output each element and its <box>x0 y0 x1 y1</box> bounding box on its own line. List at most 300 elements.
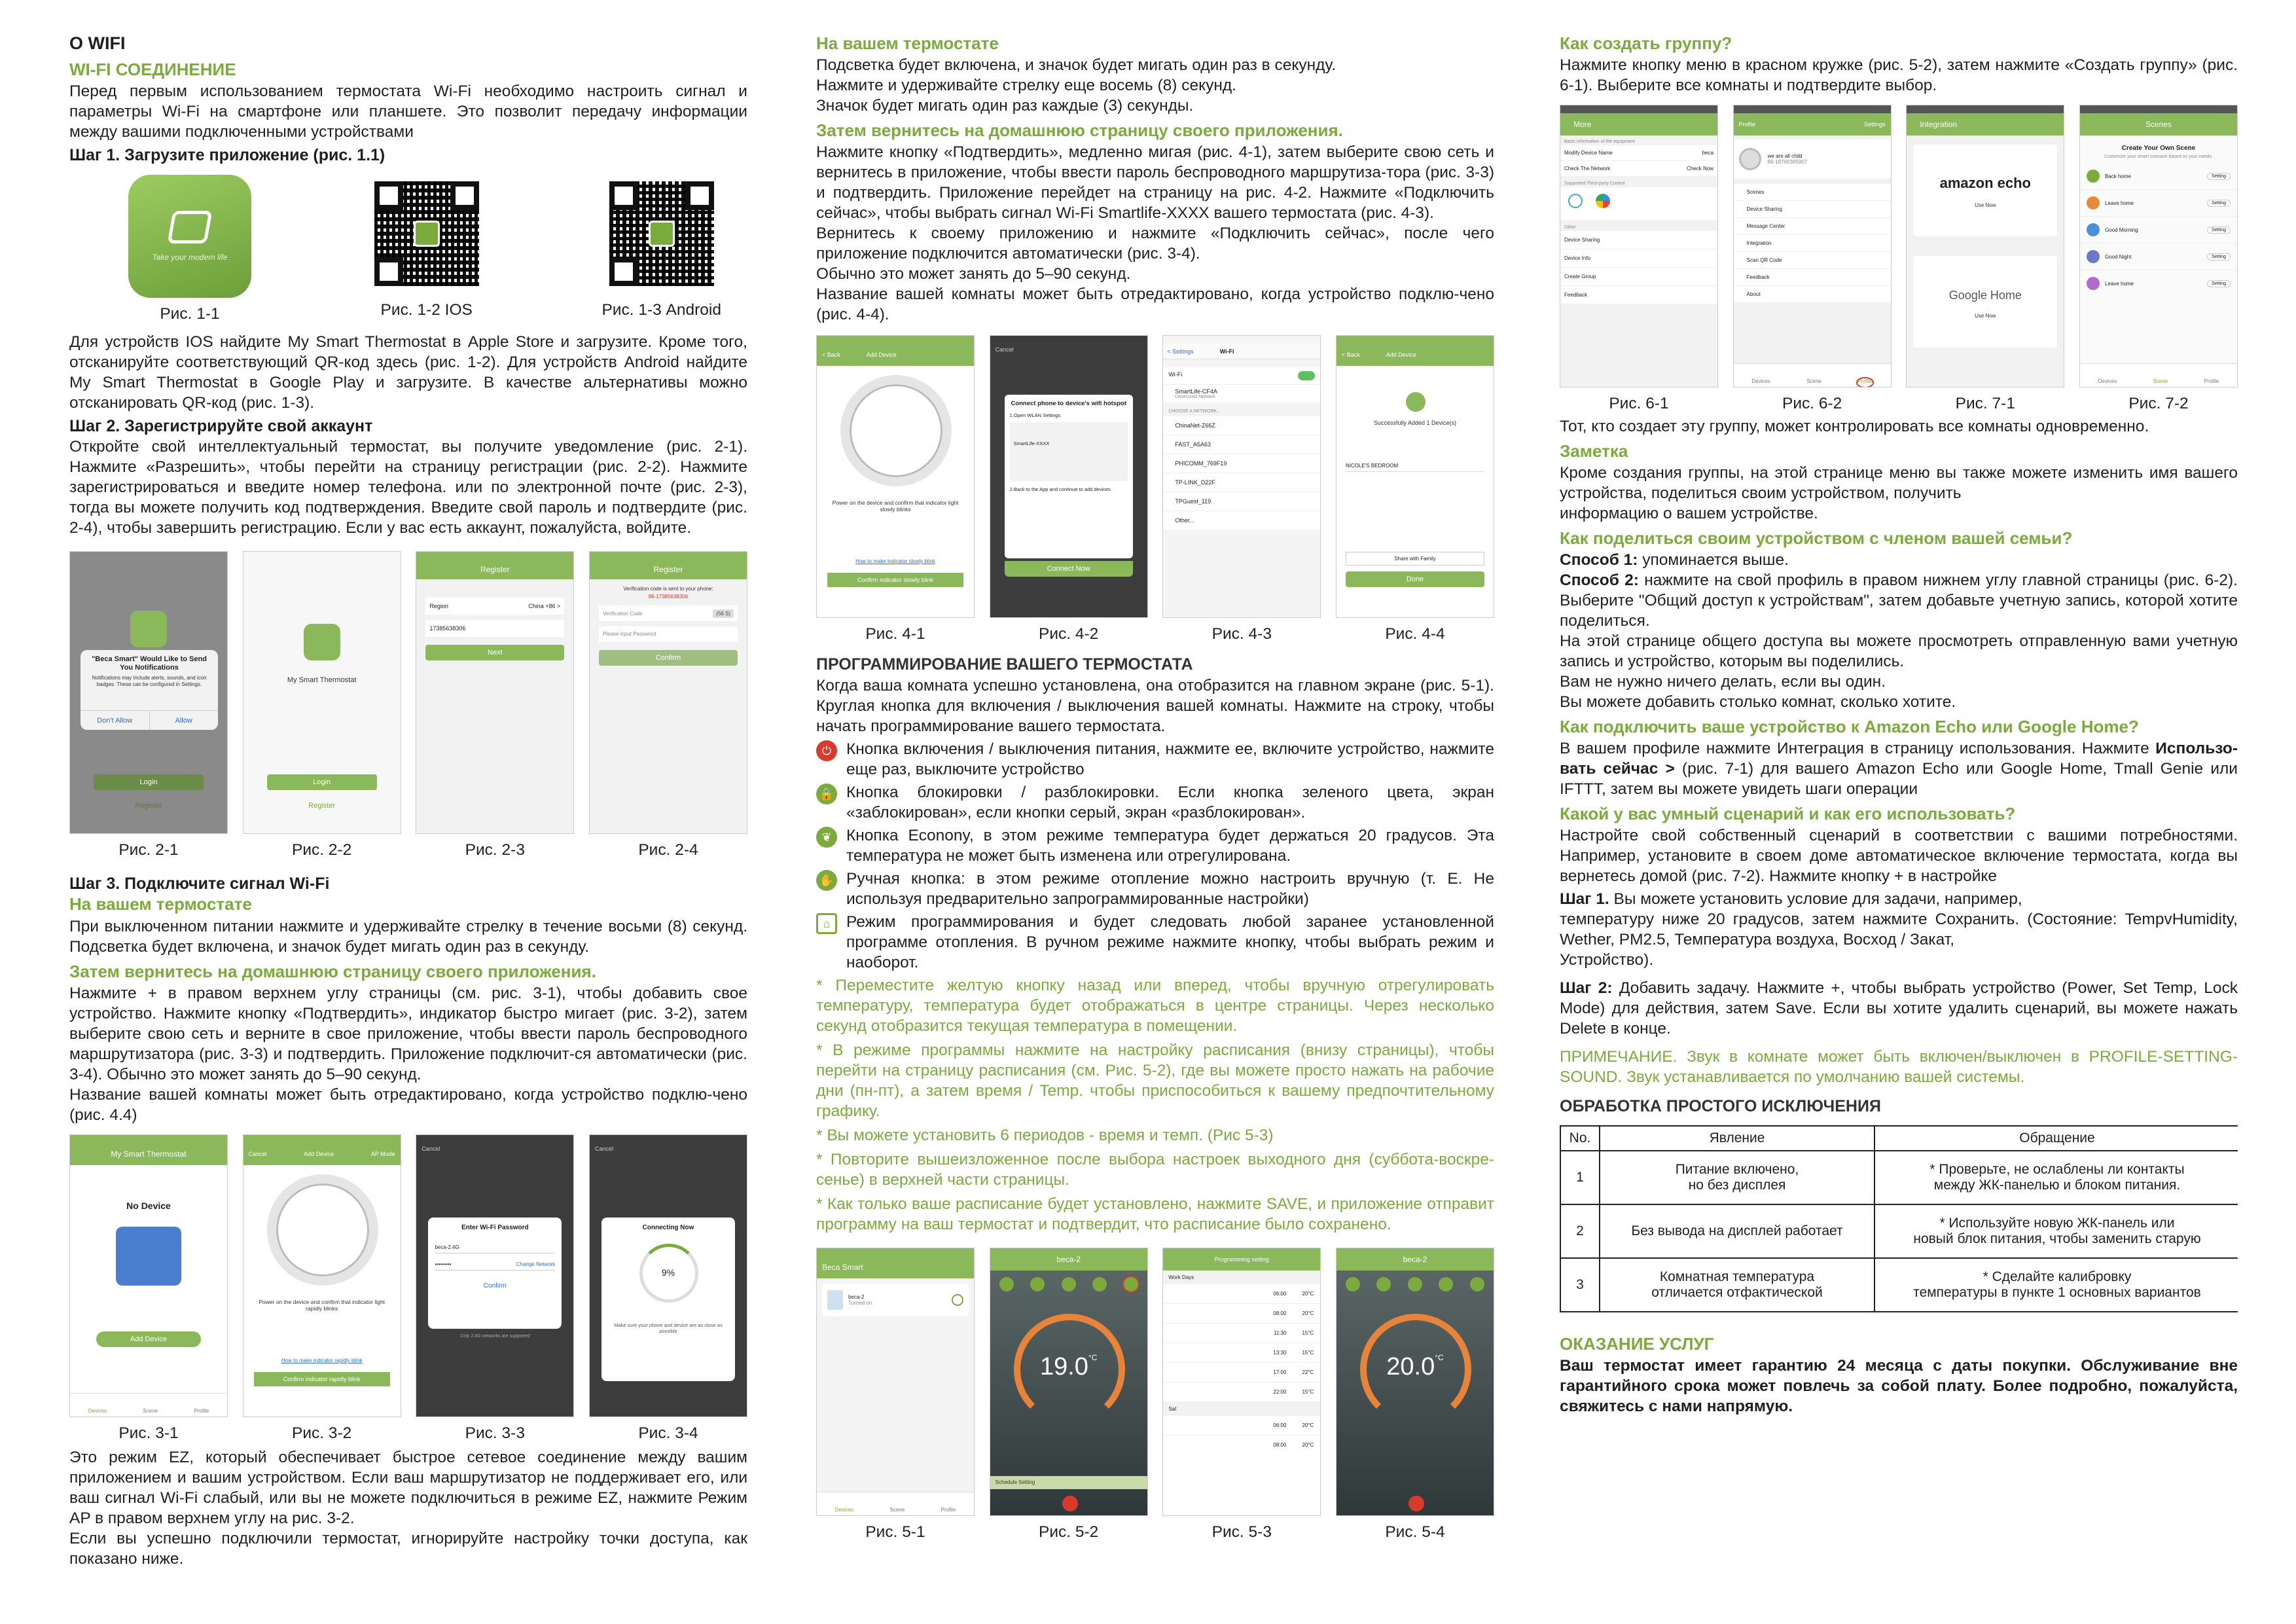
scene-setting-button[interactable]: Setting <box>2207 280 2231 287</box>
para-return: Вернитесь к своему приложению и нажмите «Подключить сейчас», после чего приложение подключится автоматически (рис. 3-4). Обычно это может занять до 5–90 секунд. <box>816 225 1494 283</box>
caption: Рис. 1-1 <box>160 305 220 323</box>
screen-notification <box>69 551 228 834</box>
confirm-rapid-blink-button[interactable]: Confirm indicator rapidly blink <box>254 1372 390 1386</box>
button-desc-text: Кнопка включения / выключения питания, нажмите ее, включите устройство, нажмите еще раз, выключите устройство <box>846 740 1494 778</box>
menu-device-sharing[interactable]: Device Sharing <box>1560 231 1717 249</box>
caption: Рис. 7-1 <box>1955 395 2015 412</box>
note-1: * Переместите желтую кнопку назад или вперед, чтобы вручную отрегулировать температуру, температура будет отображаться в центре страницы. Через несколько секунд отобразится текущая температура в помещении. <box>816 977 1494 1035</box>
group-heading: Как создать группу? <box>1560 33 1732 53</box>
figure-row-4 <box>816 335 1494 644</box>
avatar[interactable] <box>1739 148 1761 170</box>
power-icon: ⏻ <box>816 740 837 761</box>
scene-setting-button[interactable]: Setting <box>2207 253 2231 261</box>
hand-icon[interactable] <box>1439 1277 1453 1291</box>
nav-devices[interactable]: Devices <box>1751 378 1770 384</box>
button-desc-text: Кнопка Econony, в этом режиме температура будет держаться 20 градусов. Эта температура не может быть изменена или отрегулирована. <box>846 827 1494 865</box>
profile-item-sharing[interactable]: Device Sharing <box>1734 201 1891 218</box>
hotspot-dialog <box>1005 395 1133 558</box>
screen-connect-hotspot <box>990 335 1148 618</box>
share-family-button[interactable]: Share with Family <box>1346 552 1484 566</box>
wifi-label: Wi-Fi <box>1168 371 1183 378</box>
leaf-icon: ❦ <box>816 827 837 848</box>
only-24g-note: Only 2.4G networks are supported <box>460 1334 530 1339</box>
next-button[interactable]: Next <box>425 645 564 660</box>
table-row <box>1560 1258 2238 1312</box>
on-thermostat-heading: На вашем термостате <box>816 33 999 53</box>
phone-field[interactable]: 17385638306 <box>425 620 564 637</box>
power-toggle[interactable] <box>952 1294 963 1306</box>
menu-create-group[interactable]: Create Group <box>1560 268 1717 286</box>
column-3 <box>1560 31 2238 1609</box>
fig-7-1 <box>1906 105 2064 414</box>
fig-2-1 <box>69 551 228 860</box>
period-temp: 22°C <box>1302 1369 1314 1375</box>
qr-code-android <box>609 181 714 286</box>
schedule-row[interactable] <box>1163 1435 1320 1454</box>
power-icon[interactable] <box>1062 1496 1078 1511</box>
thermostat-device-image <box>840 375 952 486</box>
para-register: Откройте свой интеллектуальный термостат, вы получите уведомление (рис. 2-1). Нажмите «Разрешить», чтобы перейти на страницу регистрации (рис. 2-2). Нажмите зарегистрироваться и введите номер телефона. или по электронной почте (рис. 2-3), тогда вы можете получить код подтверждения. Введите свой пароль и подтвердите (рис. 2-4), чтобы завершить регистрацию. Если у вас есть аккаунт, пожалуйста, войдите. <box>69 438 747 537</box>
button-desc-manual <box>816 869 1494 909</box>
exception-table <box>1560 1125 2238 1312</box>
table-cell: * Используйте новую ЖК-панель или новый блок питания, чтобы заменить старую <box>1874 1204 2238 1258</box>
scene-heading: Какой у вас умный сценарий и как его использовать? <box>1560 804 2016 823</box>
slow-blink-link[interactable]: How to make indicator slowly blink <box>855 558 935 564</box>
nav-scene[interactable]: Scene <box>2153 378 2168 384</box>
caption: Рис. 3-3 <box>465 1424 525 1442</box>
fig-5-1 <box>816 1248 975 1542</box>
network-item[interactable]: TP-LINK_D22F <box>1163 473 1320 492</box>
schedule-row[interactable] <box>1163 1343 1320 1363</box>
more-title: More <box>1560 113 1717 135</box>
fig-5-4 <box>1336 1248 1494 1542</box>
scene-name[interactable]: Leave home <box>2104 200 2134 206</box>
dont-allow-button[interactable]: Don't Allow <box>81 711 150 730</box>
screen-thermostat-control <box>990 1248 1148 1516</box>
fig-6-2 <box>1733 105 1892 414</box>
menu-device-info[interactable]: Device Info <box>1560 249 1717 268</box>
settings-link[interactable]: Settings <box>1864 121 1886 128</box>
table-cell: Без вывода на дисплей работает <box>1600 1204 1874 1258</box>
nav-profile[interactable]: Profile <box>941 1507 956 1513</box>
other-label: Other <box>1564 225 1576 230</box>
network-item[interactable]: PHICOMM_769F19 <box>1163 454 1320 473</box>
fig-3-1 <box>69 1134 228 1443</box>
google-assistant-icon[interactable] <box>1596 194 1610 208</box>
rapid-blink-link[interactable]: How to make indicator rapidly blink <box>281 1358 363 1363</box>
table-row <box>1560 1151 2238 1204</box>
settings-back-link[interactable]: < Settings <box>1167 348 1194 355</box>
fig-1-2 <box>374 175 479 324</box>
change-network-link[interactable]: Change Network <box>516 1261 556 1267</box>
nav-scene[interactable]: Scene <box>143 1408 158 1414</box>
scene-name[interactable]: Back home <box>2104 173 2131 179</box>
back-icon[interactable] <box>1346 1277 1360 1291</box>
screen-verification <box>589 551 747 834</box>
hotspot-name: SmartLife-XXXX <box>1013 441 1050 446</box>
cancel-link[interactable]: Cancel <box>422 1146 440 1152</box>
schedule-row[interactable] <box>1163 1284 1320 1304</box>
column-1 <box>69 31 747 1609</box>
group-text: Нажмите кнопку меню в красном кружке (рис. 5-2), затем нажмите «Создать группу» (рис. 6-1). Выберите все комнаты и подтвердите выбор. <box>1560 56 2238 94</box>
profile-item-messages[interactable]: Message Center <box>1734 218 1891 235</box>
period-time: 06:00 <box>1273 1291 1287 1297</box>
fig-2-2 <box>243 551 401 860</box>
caption: Рис. 2-1 <box>118 841 179 859</box>
scene-name[interactable]: Good Night <box>2104 253 2132 260</box>
step3-heading: Шаг 3. Подключите сигнал Wi-Fi <box>69 875 330 893</box>
hand-icon[interactable] <box>1092 1277 1107 1291</box>
return-home-heading: Затем вернитесь на домашнюю страницу своего приложения. <box>69 962 596 981</box>
period-time: 06:00 <box>1273 1422 1287 1428</box>
basic-info-label: Basic information of the equipment <box>1564 139 1635 144</box>
nav-devices[interactable]: Devices <box>834 1507 854 1513</box>
check-network-item[interactable]: Check The Network <box>1564 166 1611 171</box>
region-value[interactable]: China +86 > <box>528 603 561 609</box>
echo-text-b: (рис. 7-1) для вашего Amazon Echo или Google Home, Tmall Genie или IFTTT, затем вы можете увидеть шаги операции <box>1560 760 2238 798</box>
screen-thermostat-control-2 <box>1336 1248 1494 1516</box>
period-time: 08:00 <box>1273 1310 1287 1316</box>
screen-register <box>416 551 574 834</box>
integration-title: Integration <box>1907 113 2064 135</box>
fig-4-4 <box>1336 335 1494 644</box>
notification-alert <box>81 650 218 730</box>
screen-title: Add Device <box>304 1151 334 1157</box>
echo-text <box>1560 738 2238 799</box>
slow-blink-instructions: Power on the device and confirm that indicator light slowly blinks <box>832 499 959 513</box>
caption: Рис. 3-2 <box>292 1424 352 1442</box>
scene-name[interactable]: Leave home <box>2104 280 2134 287</box>
step-1-text: Вы можете установить условие для задачи, например, температуру ниже 20 градусов, затем нажмите Сохранить. (Состояние: TempvHumidity, Wether, PM2.5, Температура воздуха, Восход / Закат, Устройство). <box>1560 890 2238 969</box>
screen-no-device <box>69 1134 228 1417</box>
profile-item-about[interactable]: About <box>1746 291 1761 297</box>
table-cell: * Проверьте, не ослаблены ли контакты между ЖК-панелью и блоком питания. <box>1874 1151 2238 1204</box>
create-scene-title: Create Your Own Scene <box>2121 145 2196 152</box>
login-button[interactable]: Login <box>267 774 377 790</box>
button-desc-text: Режим программирования и будет следовать любой заранее установленной программе отопления. В ручном режиме нажмите кнопку, чтобы выбрать режим и наоборот. <box>846 913 1494 971</box>
table-cell: 3 <box>1560 1258 1600 1312</box>
use-now-button[interactable]: Use Now <box>1975 202 1996 208</box>
profile-item-scan[interactable]: Scan QR Code <box>1734 252 1891 269</box>
caption: Рис. 4-2 <box>1039 625 1099 643</box>
connected-network[interactable]: SmartLife-CF4A <box>1175 388 1217 395</box>
network-item[interactable]: FAST_A5A63 <box>1163 435 1320 454</box>
home-title: My Smart Thermostat <box>70 1143 227 1165</box>
programming-intro: Когда ваша комната успешно установлена, она отобразится на главном экране (рис. 5-1). Круглая кнопка для включения / выключения вашей комнаты. Нажмите на строку, чтобы начать программирование вашего термостата. <box>816 677 1494 735</box>
back-app-step: 2.Back to the App and continue to add devices <box>1009 486 1111 492</box>
leaf-icon[interactable] <box>1408 1277 1422 1291</box>
cancel-link[interactable]: Cancel <box>995 346 1014 353</box>
profile-item-feedback[interactable]: Feedback <box>1734 269 1891 286</box>
create-scene-subtitle: Customize your smart scenario based on your needs. <box>2104 154 2213 159</box>
table-header: Явление <box>1600 1126 1874 1151</box>
login-button[interactable]: Login <box>94 774 204 790</box>
way-2-text: нажмите на свой профиль в правом нижнем углу главной страницы (рис. 6-2). Выберите "Общий доступ к устройствам", затем добавьте учетную запись, которой хотите поделиться. <box>1560 571 2238 630</box>
screen-ap-slow-blink <box>816 335 975 618</box>
fig-6-1 <box>1560 105 1718 414</box>
echo-heading: Как подключить ваше устройство к Amazon Echo или Google Home? <box>1560 717 2139 736</box>
caption: Рис. 4-3 <box>1211 625 1272 643</box>
profile-title: Profile <box>1738 121 1756 128</box>
schedule-row[interactable] <box>1163 1324 1320 1343</box>
use-now-button[interactable]: Use Now <box>1975 313 1996 319</box>
caption: Рис. 3-1 <box>118 1424 179 1442</box>
way-1-text: упоминается выше. <box>1638 551 1789 569</box>
empty-illustration <box>116 1227 181 1286</box>
scene-name[interactable]: Good Morning <box>2104 226 2138 233</box>
period-time: 22:00 <box>1273 1389 1287 1395</box>
app-title: Beca Smart <box>817 1256 974 1278</box>
cancel-link[interactable]: Cancel <box>594 1146 613 1152</box>
button-desc-program <box>816 912 1494 973</box>
wifi-password-field[interactable]: ••••••••• <box>435 1261 452 1267</box>
connecting-title: Connecting Now <box>642 1224 694 1231</box>
on-thermostat-heading: На вашем термостате <box>69 894 252 914</box>
para-confirm: Нажмите кнопку «Подтвердить», медленно мигая (рис. 4-1), затем выберите свою сеть и вернитесь в приложение, чтобы ввести пароль беспроводного маршрутиза-тора (рис. 3-3) и подтвердить. Приложение перейдет на страницу на рис. 4-2. Нажмите «Подключить сейчас», чтобы выбрать сигнал Wi-Fi Smartlife-XXXX вашего термостата (рис. 4-3). <box>816 143 1494 222</box>
profile-item-integration[interactable]: Integration <box>1734 235 1891 252</box>
device-status: Turned on <box>848 1300 872 1306</box>
screen-schedule <box>1162 1248 1321 1516</box>
network-item[interactable]: TPGuest_119 <box>1163 492 1320 511</box>
connect-now-button[interactable]: Connect Now <box>1005 561 1133 577</box>
amazon-echo-card <box>1913 145 2057 236</box>
choose-network-label: CHOOSE A NETWORK... <box>1168 409 1221 414</box>
hand-icon: ✋ <box>816 870 837 891</box>
register-title: Register <box>416 560 573 579</box>
fig-7-2 <box>2079 105 2238 414</box>
fig-3-3 <box>416 1134 574 1443</box>
google-home-card <box>1913 256 2057 348</box>
set-temperature: 19.0 <box>1039 1353 1088 1380</box>
screen-device-list <box>816 1248 975 1516</box>
table-header: Обращение <box>1874 1126 2238 1151</box>
connect-tips: Make sure your phone and device are as close as possible <box>614 1322 723 1334</box>
register-link[interactable]: Register <box>308 802 336 810</box>
scene-icon <box>2087 196 2100 209</box>
check-now-value[interactable]: Check Now <box>1687 166 1713 171</box>
programming-heading: ПРОГРАММИРОВАНИЕ ВАШЕГО ТЕРМОСТАТА <box>816 655 1193 674</box>
leaf-icon[interactable] <box>1062 1277 1076 1291</box>
hotspot-title: Connect phone to device's wifi hotspot <box>1011 400 1126 407</box>
temperature-unit: °C <box>1435 1353 1444 1362</box>
scene-step-1 <box>1560 889 2238 970</box>
caption: Рис. 5-3 <box>1211 1523 1272 1541</box>
device-name-value: beca <box>1702 150 1713 156</box>
figure-row-1 <box>69 166 747 324</box>
share-more-text: На этой странице общего доступа вы можете просмотреть отправленную вами учетную запись и устройство, которым вы поделились. Вам не нужно ничего делать, если вы один. Вы можете добавить столько комнат, сколько хотите. <box>1560 632 2238 711</box>
resend-badge[interactable]: (56 S) <box>713 609 734 618</box>
network-item[interactable]: ChinaNet-Z66Z <box>1163 416 1320 435</box>
device-icon <box>827 1290 843 1310</box>
programming-title: Programming setting <box>1163 1248 1320 1271</box>
power-icon[interactable] <box>1408 1496 1424 1511</box>
add-device-button[interactable]: Add Device <box>96 1331 201 1347</box>
third-party-label: Supported Third-party Control <box>1564 181 1625 186</box>
lock-icon[interactable] <box>1030 1277 1045 1291</box>
para-ap-mode: Подсветка будет включена, и значок будет мигать один раз в секунду. Нажмите и удерживайте стрелку еще восемь (8) секунд. Значок будет мигать один раз каждые (3) секунды. <box>816 56 1336 115</box>
schedule-row[interactable] <box>1163 1304 1320 1324</box>
schedule-row[interactable] <box>1163 1363 1320 1382</box>
scenes-title: Scenes <box>2080 113 2237 135</box>
allow-button[interactable]: Allow <box>175 717 192 725</box>
period-temp: 20°C <box>1302 1291 1314 1297</box>
confirm-button[interactable]: Confirm <box>599 650 738 666</box>
schedule-list <box>1163 1284 1320 1402</box>
confirm-link[interactable]: Confirm <box>483 1282 507 1290</box>
home-icon: ⌂ <box>816 913 837 934</box>
nav-profile[interactable]: Profile <box>194 1408 209 1414</box>
unsecured-label: Unsecured Network <box>1175 395 1215 399</box>
scene-setting-button[interactable]: Setting <box>2207 226 2231 234</box>
menu-feedback[interactable]: Feedback <box>1564 292 1588 298</box>
amazon-echo-logo: amazon echo <box>1939 175 2031 191</box>
thermostat-device-image <box>267 1174 378 1286</box>
caption: Рис. 4-4 <box>1385 625 1445 643</box>
note-text: Кроме создания группы, на этой странице меню вы также можете изменить имя вашего устройства, поделиться своим устройством, получить информацию о вашем устройстве. <box>1560 464 2238 522</box>
device-card[interactable] <box>822 1284 969 1316</box>
done-button[interactable]: Done <box>1346 571 1484 587</box>
progress-percent: 9% <box>661 1267 675 1278</box>
success-icon <box>1406 392 1426 412</box>
scene-setting-button[interactable]: Setting <box>2207 173 2231 180</box>
confirm-slow-blink-button[interactable]: Confirm indicator slowly blink <box>827 573 963 587</box>
scene-step-2 <box>1560 978 2238 1039</box>
caption: Рис. 2-3 <box>465 841 525 859</box>
fig-4-3 <box>1162 335 1321 644</box>
caption: Рис. 5-1 <box>865 1523 925 1541</box>
fig-4-1 <box>816 335 975 644</box>
lock-icon: 🔒 <box>816 784 837 804</box>
caption: Рис. 5-2 <box>1039 1523 1099 1541</box>
screen-wifi-password <box>416 1134 574 1417</box>
wifi-network-field[interactable]: beca-2.4G <box>435 1242 555 1254</box>
step-2-label: Шаг 2: <box>1560 979 1613 997</box>
home-icon[interactable] <box>1470 1277 1484 1291</box>
step-1-label: Шаг 1. <box>1560 890 1609 908</box>
period-temp: 15°C <box>1302 1330 1314 1336</box>
caption: Рис. 1-3 Android <box>601 301 721 319</box>
modify-name-item[interactable]: Modify Device Name <box>1564 150 1613 156</box>
table-cell: * Сделайте калибровку температуры в пункте 1 основных вариантов <box>1874 1258 2238 1312</box>
caption: Рис. 6-2 <box>1782 395 1842 412</box>
app-tagline: Take your modern life <box>152 253 228 262</box>
table-header: No. <box>1560 1126 1600 1151</box>
nav-devices[interactable]: Devices <box>2098 378 2117 384</box>
button-desc-text: Кнопка блокировки / разблокировки. Если кнопка зеленого цвета, экран «заблокирован», если кнопки серый, экран «разблокирован». <box>846 784 1494 821</box>
period-time: 11:30 <box>1274 1330 1287 1336</box>
para-add-device: Нажмите + в правом верхнем углу страницы (см. рис. 3-1), чтобы добавить свое устройство. Нажмите кнопку «Подтвердить», индикатор быстро мигает (рис. 3-2), затем выберите свою сеть и верните в свое приложение, чтобы ввести пароль беспроводного маршрутизатора (рис. 3-3) и подтвердить. Приложение подключит-ся автоматически (рис. 3-4). Обычно это может занять до 5–90 секунд. <box>69 984 747 1083</box>
back-link[interactable]: < Back <box>822 352 840 358</box>
fig-4-2 <box>990 335 1148 644</box>
weekend-label: Sat <box>1163 1402 1320 1416</box>
exception-heading: ОБРАБОТКА ПРОСТОГО ИСКЛЮЧЕНИЯ <box>1560 1097 1881 1115</box>
step2-heading: Шаг 2. Зарегистрируйте свой аккаунт <box>69 417 373 435</box>
menu-icon[interactable] <box>1124 1277 1138 1291</box>
table-row <box>1560 1204 2238 1258</box>
para-success: Если вы успешно подключили термостат, игнорируйте настройку точки доступа, как показано ниже. <box>69 1530 747 1568</box>
qr-code-ios <box>374 181 479 286</box>
echo-bold: Использо-вать сейчас > <box>1560 740 2238 778</box>
note-3: * Вы можете установить 6 периодов - время и темп. (Рис 5-3) <box>816 1127 1274 1144</box>
user-phone: 86-18760385907 <box>1767 159 1808 165</box>
alert-title: "Beca Smart" Would Like to Send You Notifications <box>92 655 207 672</box>
user-name: we are all child <box>1767 153 1803 159</box>
profile-item-scenes[interactable]: Scenes <box>1734 184 1891 201</box>
cancel-link[interactable]: Cancel <box>248 1151 267 1157</box>
workdays-label: Work Days <box>1163 1271 1320 1284</box>
code-input[interactable]: Verification Code <box>602 610 643 617</box>
way-2-label: Способ 2: <box>1560 571 1639 589</box>
screen-wifi-settings <box>1162 335 1321 618</box>
device-title: beca-2 <box>990 1248 1147 1271</box>
schedule-row[interactable] <box>1163 1416 1320 1435</box>
nav-profile[interactable]: Profile <box>1857 378 1873 387</box>
code-phone: 86-17385638306 <box>648 594 689 600</box>
fig-5-3 <box>1162 1248 1321 1542</box>
fig-5-2 <box>990 1248 1148 1542</box>
share-heading: Как поделиться своим устройством с членом вашей семьи? <box>1560 528 2073 548</box>
nav-scene[interactable]: Scene <box>1806 378 1821 384</box>
schedule-setting-button[interactable]: Schedule Setting <box>990 1476 1147 1489</box>
connecting-dialog <box>601 1218 735 1381</box>
caption: Рис. 6-1 <box>1609 395 1669 412</box>
return-home-heading: Затем вернитесь на домашнюю страницу своего приложения. <box>816 120 1343 140</box>
sound-note: ПРИМЕЧАНИЕ. Звук в комнате может быть включен/выключен в PROFILE-SETTING-SOUND. Звук устанавливается по умолчанию вашей системы. <box>1560 1048 2238 1086</box>
password-input[interactable]: Please input Password <box>599 626 738 642</box>
open-wlan-step: 1.Open WLAN Settings <box>1009 412 1061 418</box>
step-2-text: Добавить задачу. Нажмите +, чтобы выбрать устройство (Power, Set Temp, Lock Mode) для действия, затем Save. Если вы хотите удалить сценарий, вы можете нажать Delete в конце. <box>1560 979 2238 1038</box>
back-icon[interactable] <box>999 1277 1014 1291</box>
network-item[interactable]: Other... <box>1175 517 1194 524</box>
screen-more-menu <box>1560 105 1718 388</box>
alert-text: Notifications may include alerts, sounds, and icon badges. These can be configured in Settings. <box>92 675 207 687</box>
lock-icon[interactable] <box>1376 1277 1391 1291</box>
success-text: Successfully Added 1 Device(s) <box>1373 420 1456 426</box>
screen-login <box>243 551 401 834</box>
wifi-toggle[interactable] <box>1298 371 1315 380</box>
register-title: Register <box>590 560 747 579</box>
alexa-icon[interactable] <box>1568 194 1583 208</box>
fig-2-3 <box>416 551 574 860</box>
screen-profile <box>1733 105 1892 388</box>
nav-scene[interactable]: Scene <box>889 1507 905 1513</box>
back-link[interactable]: < Back <box>1341 352 1360 358</box>
caption: Рис. 2-2 <box>292 841 352 859</box>
note-2: * В режиме программы нажмите на настройку расписания (внизу страницы), чтобы перейти на страницу расписания (см. Рис. 5-2), где вы можете просто нажать на рабочие дни (пн-пт), а затем время / Temp. чтобы приспособиться к вашему предпочтительному графику. <box>816 1041 1494 1120</box>
scene-setting-button[interactable]: Setting <box>2207 200 2231 207</box>
google-home-logo: Google Home <box>1948 289 2022 302</box>
period-temp: 20°C <box>1302 1442 1314 1448</box>
nav-devices[interactable]: Devices <box>88 1408 107 1414</box>
register-link[interactable]: Register <box>135 802 162 810</box>
caption: Рис. 7-2 <box>2128 395 2189 412</box>
screen-title: Add Device <box>866 352 897 358</box>
power-instructions: Power on the device and confirm that indicator light rapidly blinks <box>259 1299 386 1312</box>
step1-heading: Шаг 1. Загрузите приложение (рис. 1.1) <box>69 146 386 164</box>
app-logo <box>128 175 251 298</box>
nav-profile[interactable]: Profile <box>2204 378 2219 384</box>
wifi-dialog <box>428 1218 562 1329</box>
room-name[interactable]: NICOLE'S BEDROOM <box>1346 460 1484 472</box>
ap-mode-link[interactable]: AP Mode <box>370 1151 395 1157</box>
note-5: * Как только ваше расписание будет установлено, нажмите SAVE, и приложение отправит программу на ваш термостат и подтвердит, что расписание было сохранено. <box>816 1195 1494 1233</box>
button-desc-power <box>816 739 1494 780</box>
schedule-row[interactable] <box>1163 1382 1320 1402</box>
figure-row-5 <box>816 1248 1494 1542</box>
table-cell: Питание включено, но без дисплея <box>1600 1151 1874 1204</box>
caption: Рис. 4-1 <box>865 625 925 643</box>
period-temp: 15°C <box>1302 1350 1314 1356</box>
